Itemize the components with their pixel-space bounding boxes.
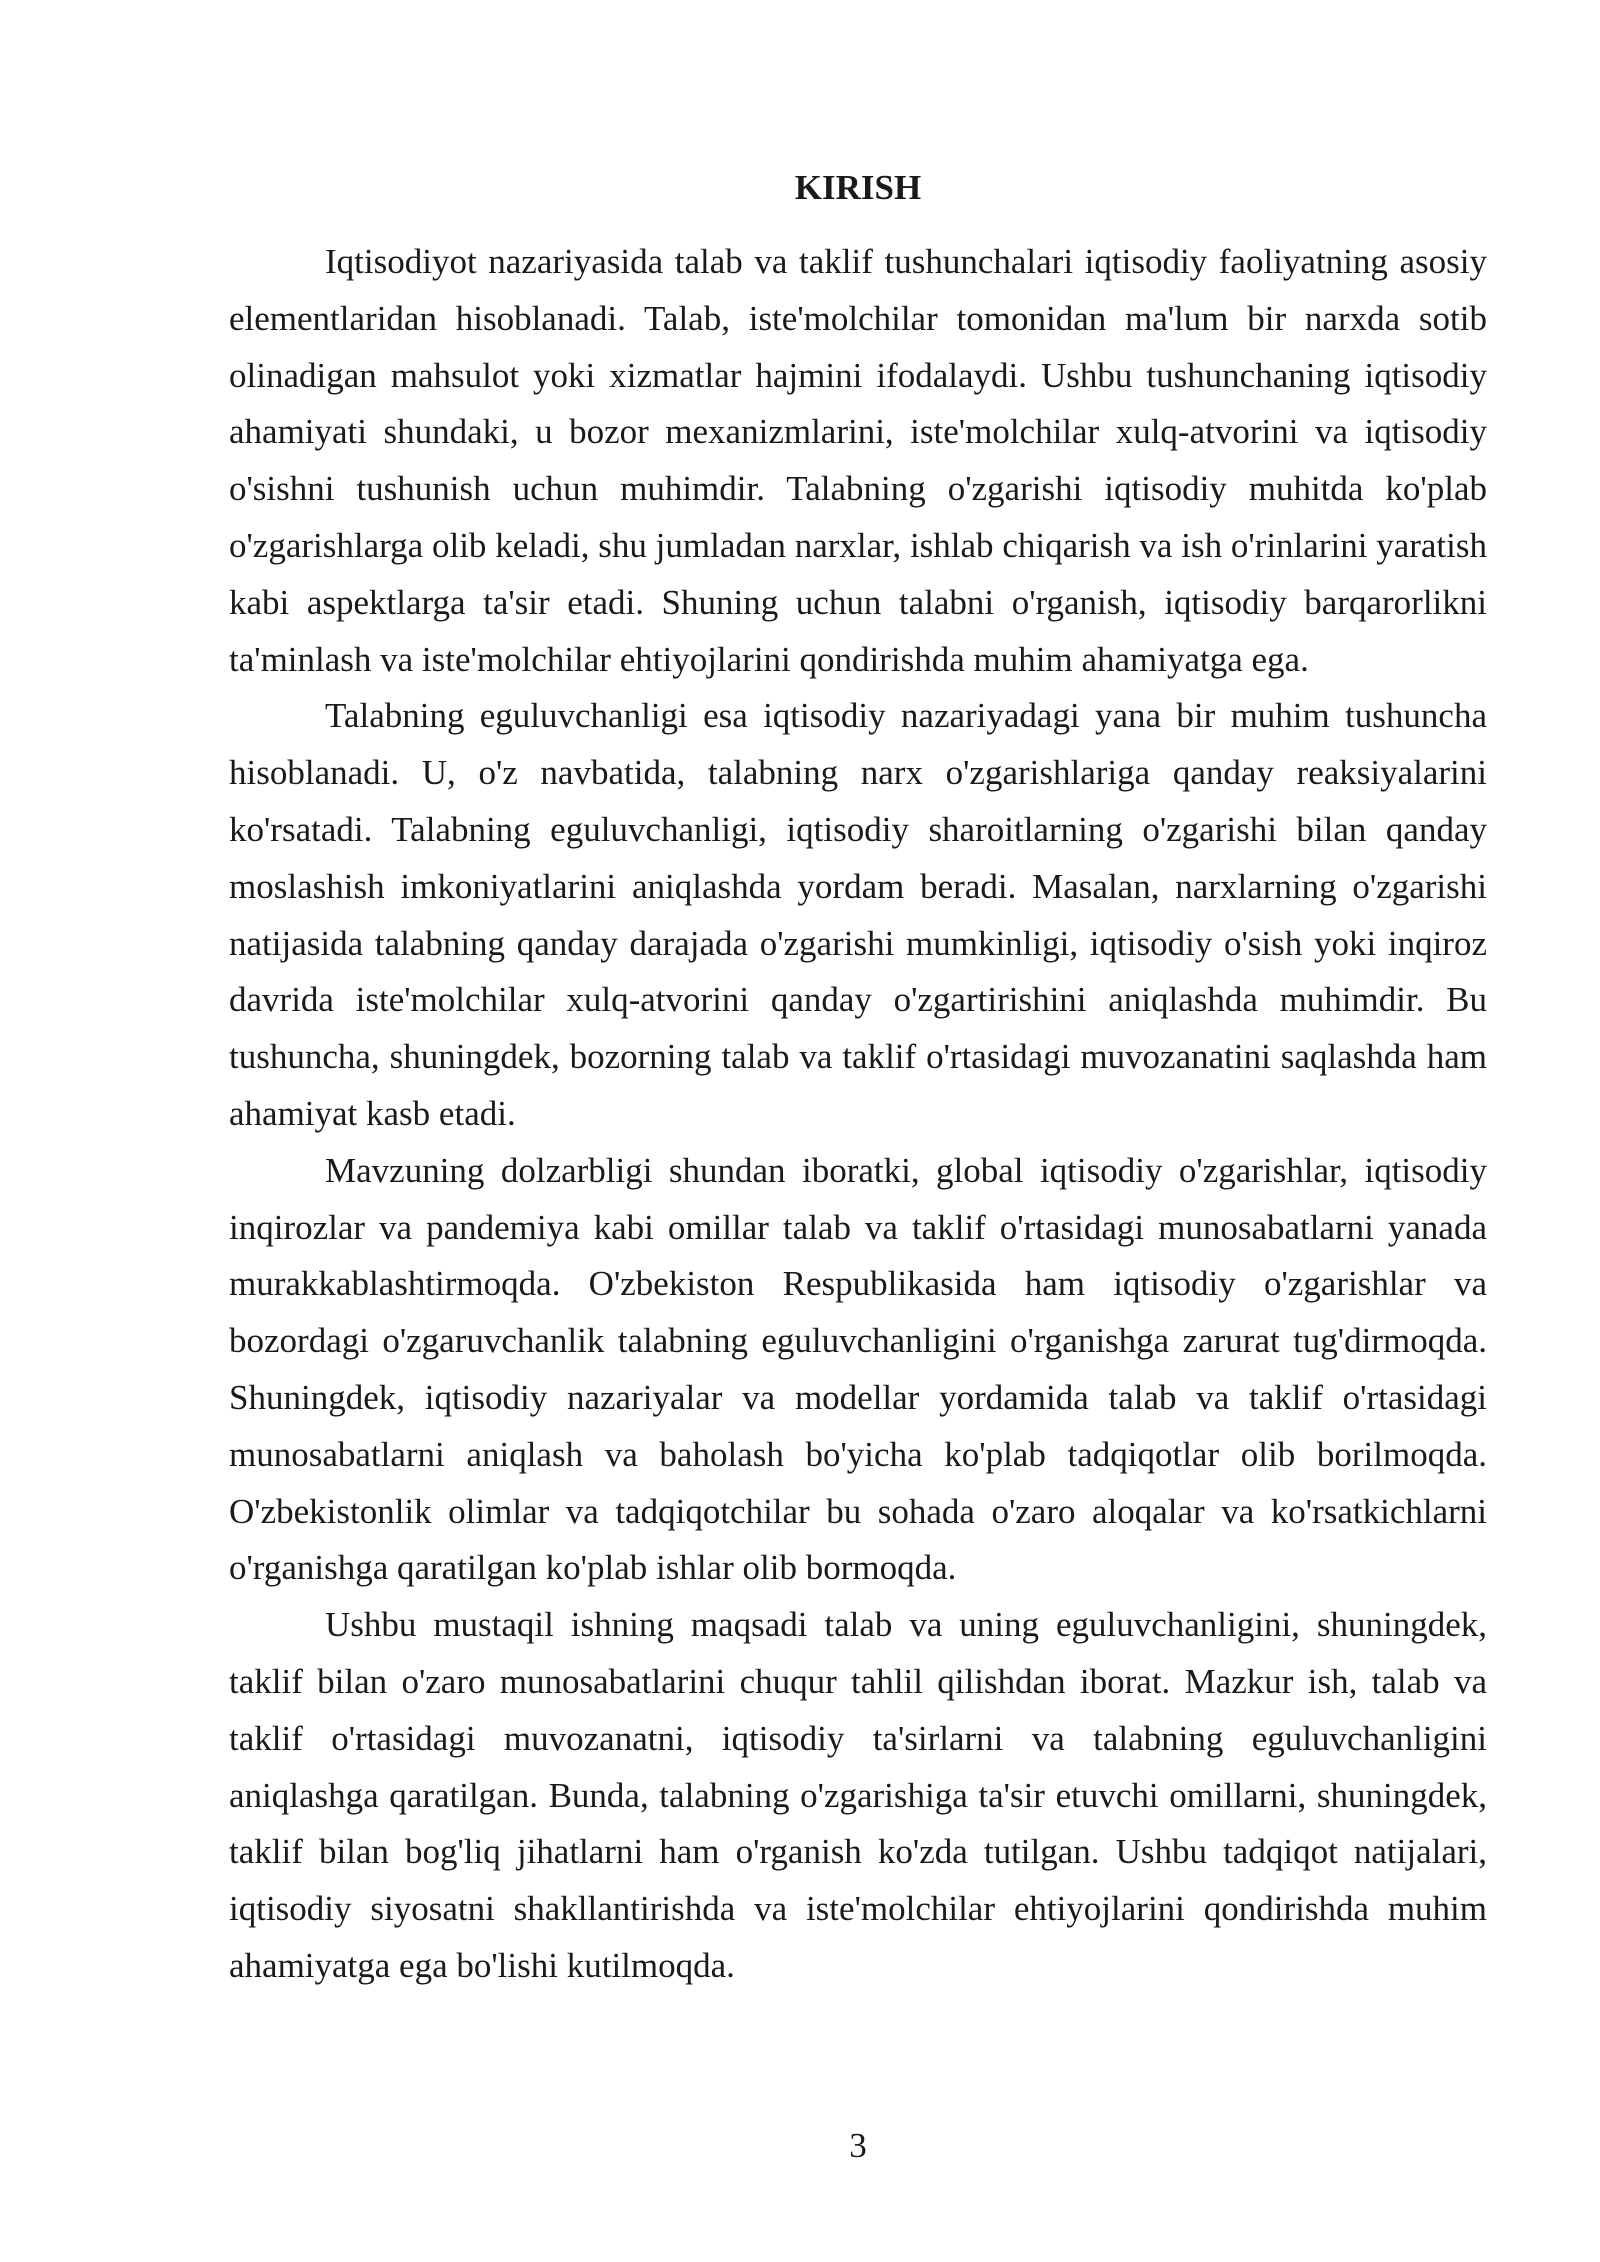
paragraph-2: Talabning eguluvchanligi esa iqtisodiy nazariyadagi yana bir muhim tushuncha hisoblanadi. U, o'z navbatida, talabning narx o'zgarishlariga qanday reaksiyalarini ko'rsatadi. Talabning eguluvchanligi, iqtisodiy sharoitlarning o'zgarishi bilan qanday moslashish imkoniyatlarini aniqlashda yordam beradi. Masalan, narxlarning o'zgarishi natijasida talabning qanday darajada o'zgarishi mumkinligi, iqtisodiy o'sish yoki inqiroz davrida iste'molchilar xulq-atvorini qanday o'zgartirishini aniqlashda muhimdir. Bu tushuncha, shuningdek, bozorning talab va taklif o'rtasidagi muvozanatini saqlashda ham ahamiyat kasb etadi. — [229, 696, 1487, 1133]
document-body — [229, 160, 1487, 1995]
paragraph-1: Iqtisodiyot nazariyasida talab va taklif tushunchalari iqtisodiy faoliyatning asosiy elementlaridan hisoblanadi. Talab, iste'molchilar tomonidan ma'lum bir narxda sotib olinadigan mahsulot yoki xizmatlar hajmini ifodalaydi. Ushbu tushunchaning iqtisodiy ahamiyati shundaki, u bozor mexanizmlarini, iste'molchilar xulq-atvorini va iqtisodiy o'sishni tushunish uchun muhimdir. Talabning o'zgarishi iqtisodiy muhitda ko'plab o'zgarishlarga olib keladi, shu jumladan narxlar, ishlab chiqarish va ish o'rinlarini yaratish kabi aspektlarga ta'sir etadi. Shuning uchun talabni o'rganish, iqtisodiy barqarorlikni ta'minlash va iste'molchilar ehtiyojlarini qondirishda muhim ahamiyatga ega. — [229, 242, 1487, 679]
paragraph-4: Ushbu mustaqil ishning maqsadi talab va uning eguluvchanligini, shuningdek, taklif bilan o'zaro munosabatlarini chuqur tahlil qilishdan iborat. Mazkur ish, talab va taklif o'rtasidagi muvozanatni, iqtisodiy ta'sirlarni va talabning eguluvchanligini aniqlashga qaratilgan. Bunda, talabning o'zgarishiga ta'sir etuvchi omillarni, shuningdek, taklif bilan bog'liq jihatlarni ham o'rganish ko'zda tutilgan. Ushbu tadqiqot natijalari, iqtisodiy siyosatni shakllantirishda va iste'molchilar ehtiyojlarini qondirishda muhim ahamiyatga ega bo'lishi kutilmoqda. — [229, 1605, 1487, 1985]
paragraph-3: Mavzuning dolzarbligi shundan iboratki, global iqtisodiy o'zgarishlar, iqtisodiy inqirozlar va pandemiya kabi omillar talab va taklif o'rtasidagi munosabatlarni yanada murakkablashtirmoqda. O'zbekiston Respublikasida ham iqtisodiy o'zgarishlar va bozordagi o'zgaruvchanlik talabning eguluvchanligini o'rganishga zarurat tug'dirmoqda. Shuningdek, iqtisodiy nazariyalar va modellar yordamida talab va taklif o'rtasidagi munosabatlarni aniqlash va baholash bo'yicha ko'plab tadqiqotlar olib borilmoqda. O'zbekistonlik olimlar va tadqiqotchilar bu sohada o'zaro aloqalar va ko'rsatkichlarni o'rganishga qaratilgan ko'plab ishlar olib bormoqda. — [229, 1150, 1487, 1588]
page-title: KIRISH — [794, 168, 922, 207]
page-number: 3 — [849, 2126, 867, 2165]
